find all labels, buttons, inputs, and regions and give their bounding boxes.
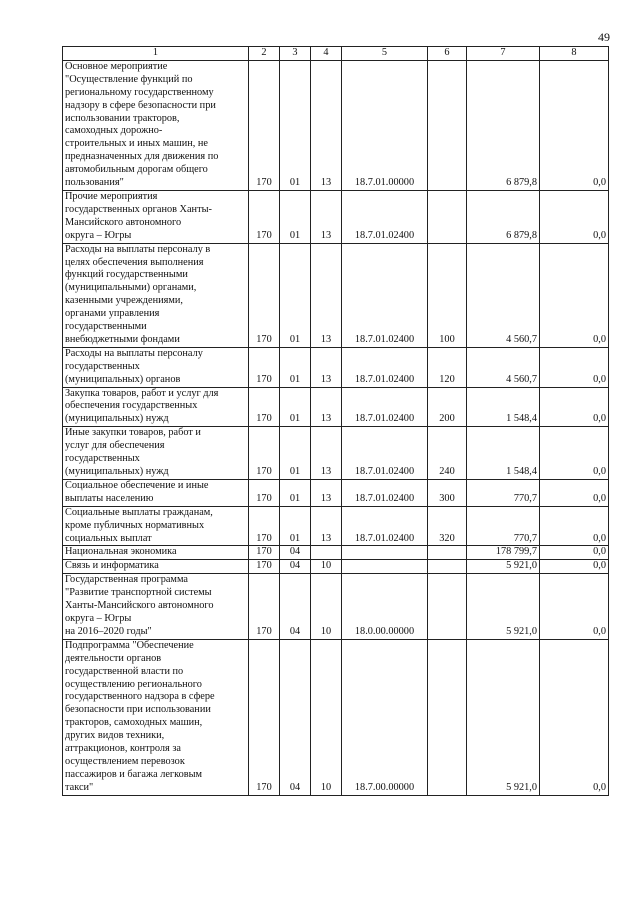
row-name: [63, 479, 249, 506]
row-name-text: Расходы на выплаты персоналу государственных (муниципальных) органов: [65, 347, 203, 385]
row-section: 01: [280, 427, 311, 480]
row-name: [63, 387, 249, 427]
row-section: 01: [280, 479, 311, 506]
row-subsection: 10: [311, 560, 342, 574]
row-section: 01: [280, 506, 311, 546]
row-expense-type: 200: [428, 387, 467, 427]
row-name: [63, 506, 249, 546]
row-expense-type: [428, 574, 467, 640]
row-target-article: 18.0.00.00000: [342, 574, 428, 640]
row-target-article: 18.7.00.00000: [342, 639, 428, 795]
row-name: [63, 243, 249, 347]
table-row: [63, 479, 609, 506]
row-name-text: Прочие мероприятия государственных органов Ханты- Мансийского автономного округа – Югры: [65, 190, 212, 241]
budget-table: [62, 46, 609, 796]
row-admin-code: 170: [249, 190, 280, 243]
row-name: [63, 574, 249, 640]
row-admin-code: 170: [249, 506, 280, 546]
row-name: [63, 347, 249, 387]
table-row: [63, 574, 609, 640]
row-amount-2: 0,0: [540, 560, 609, 574]
table-row: [63, 60, 609, 190]
row-amount: 4 560,7: [467, 347, 540, 387]
col-header-2: 2: [249, 47, 280, 61]
page-number: 49: [598, 30, 610, 44]
row-subsection: 13: [311, 243, 342, 347]
row-subsection: 13: [311, 190, 342, 243]
row-subsection: 10: [311, 639, 342, 795]
table-row: [63, 427, 609, 480]
table-row: [63, 506, 609, 546]
row-admin-code: 170: [249, 479, 280, 506]
row-subsection: 10: [311, 574, 342, 640]
row-amount: 6 879,8: [467, 60, 540, 190]
row-amount-2: 0,0: [540, 506, 609, 546]
row-amount-2: 0,0: [540, 347, 609, 387]
table-row: [63, 347, 609, 387]
row-name: [63, 560, 249, 574]
row-amount-2: 0,0: [540, 546, 609, 560]
row-amount: 1 548,4: [467, 427, 540, 480]
row-expense-type: [428, 190, 467, 243]
row-expense-type: 300: [428, 479, 467, 506]
row-amount-2: 0,0: [540, 387, 609, 427]
row-expense-type: [428, 60, 467, 190]
row-amount-2: 0,0: [540, 190, 609, 243]
row-section: 04: [280, 574, 311, 640]
row-expense-type: [428, 560, 467, 574]
row-section: 01: [280, 243, 311, 347]
row-amount-2: 0,0: [540, 243, 609, 347]
table-row: [63, 560, 609, 574]
row-admin-code: 170: [249, 387, 280, 427]
row-admin-code: 170: [249, 60, 280, 190]
row-name: [63, 639, 249, 795]
row-section: 01: [280, 387, 311, 427]
row-admin-code: 170: [249, 427, 280, 480]
row-expense-type: 100: [428, 243, 467, 347]
row-section: 01: [280, 60, 311, 190]
row-amount: 1 548,4: [467, 387, 540, 427]
table-row: [63, 190, 609, 243]
row-target-article: [342, 546, 428, 560]
row-name-text: Связь и информатика: [65, 560, 159, 572]
row-name-text: Основное мероприятие "Осуществление функций по региональному государственному надзору в сфере безопасности при использовании тракторов, самоходных дорожно- строительных и иных машин, не предназначенных для движения по автомобильным дорогам общего пользования": [65, 60, 219, 189]
col-header-6: 6: [428, 47, 467, 61]
row-amount-2: 0,0: [540, 479, 609, 506]
row-amount: 4 560,7: [467, 243, 540, 347]
row-admin-code: 170: [249, 546, 280, 560]
table-row: [63, 546, 609, 560]
row-amount: 5 921,0: [467, 639, 540, 795]
table-row: [63, 639, 609, 795]
row-name-text: Закупка товаров, работ и услуг для обеспечения государственных (муниципальных) нужд: [65, 387, 219, 425]
row-amount-2: 0,0: [540, 60, 609, 190]
row-subsection: 13: [311, 387, 342, 427]
row-target-article: 18.7.01.02400: [342, 427, 428, 480]
row-name-text: Социальные выплаты гражданам, кроме публичных нормативных социальных выплат: [65, 506, 213, 544]
row-amount: 5 921,0: [467, 560, 540, 574]
table-row: [63, 243, 609, 347]
row-amount: 6 879,8: [467, 190, 540, 243]
row-expense-type: 320: [428, 506, 467, 546]
row-subsection: [311, 546, 342, 560]
row-subsection: 13: [311, 427, 342, 480]
row-target-article: 18.7.01.02400: [342, 347, 428, 387]
row-expense-type: [428, 639, 467, 795]
table-row: [63, 387, 609, 427]
row-admin-code: 170: [249, 347, 280, 387]
row-name: [63, 60, 249, 190]
row-section: 01: [280, 347, 311, 387]
row-amount: 770,7: [467, 506, 540, 546]
col-header-5: 5: [342, 47, 428, 61]
row-subsection: 13: [311, 506, 342, 546]
row-name-text: Иные закупки товаров, работ и услуг для обеспечения государственных (муниципальных) нужд: [65, 427, 201, 477]
row-name-text: Национальная экономика: [65, 546, 177, 558]
row-subsection: 13: [311, 347, 342, 387]
row-section: 04: [280, 546, 311, 560]
row-admin-code: 170: [249, 560, 280, 574]
row-admin-code: 170: [249, 639, 280, 795]
row-amount-2: 0,0: [540, 639, 609, 795]
row-expense-type: 120: [428, 347, 467, 387]
row-subsection: 13: [311, 60, 342, 190]
row-target-article: [342, 560, 428, 574]
col-header-4: 4: [311, 47, 342, 61]
row-name-text: Расходы на выплаты персоналу в целях обеспечения выполнения функций государственными (муниципальными) органами, казенными учреждениями, органами управления государственными внебюджетными фондами: [65, 243, 211, 345]
table-header-row: [63, 47, 609, 61]
row-name: [63, 546, 249, 560]
col-header-8: 8: [540, 47, 609, 61]
row-section: 04: [280, 560, 311, 574]
row-name-text: Государственная программа "Развитие транспортной системы Ханты-Мансийского автономного округа – Югры на 2016–2020 годы": [65, 574, 214, 637]
row-target-article: 18.7.01.02400: [342, 190, 428, 243]
row-name-text: Социальное обеспечение и иные выплаты населению: [65, 479, 209, 504]
row-name-text: Подпрограмма "Обеспечение деятельности органов государственной власти по осуществлению регионального государственного надзора в сфере безопасности при использовании тракторов, самоходных машин, других видов техники, аттракционов, контроля за осуществлением перевозок пассажиров и багажа легковым такси": [65, 639, 215, 793]
row-amount-2: 0,0: [540, 427, 609, 480]
row-expense-type: 240: [428, 427, 467, 480]
row-amount: 5 921,0: [467, 574, 540, 640]
row-section: 04: [280, 639, 311, 795]
col-header-1: 1: [63, 47, 249, 61]
row-name: [63, 190, 249, 243]
row-admin-code: 170: [249, 574, 280, 640]
row-expense-type: [428, 546, 467, 560]
row-target-article: 18.7.01.02400: [342, 387, 428, 427]
row-amount: 178 799,7: [467, 546, 540, 560]
row-amount: 770,7: [467, 479, 540, 506]
row-target-article: 18.7.01.02400: [342, 506, 428, 546]
row-amount-2: 0,0: [540, 574, 609, 640]
row-section: 01: [280, 190, 311, 243]
row-subsection: 13: [311, 479, 342, 506]
col-header-3: 3: [280, 47, 311, 61]
row-admin-code: 170: [249, 243, 280, 347]
row-target-article: 18.7.01.02400: [342, 479, 428, 506]
row-target-article: 18.7.01.00000: [342, 60, 428, 190]
col-header-7: 7: [467, 47, 540, 61]
row-name: [63, 427, 249, 480]
row-target-article: 18.7.01.02400: [342, 243, 428, 347]
